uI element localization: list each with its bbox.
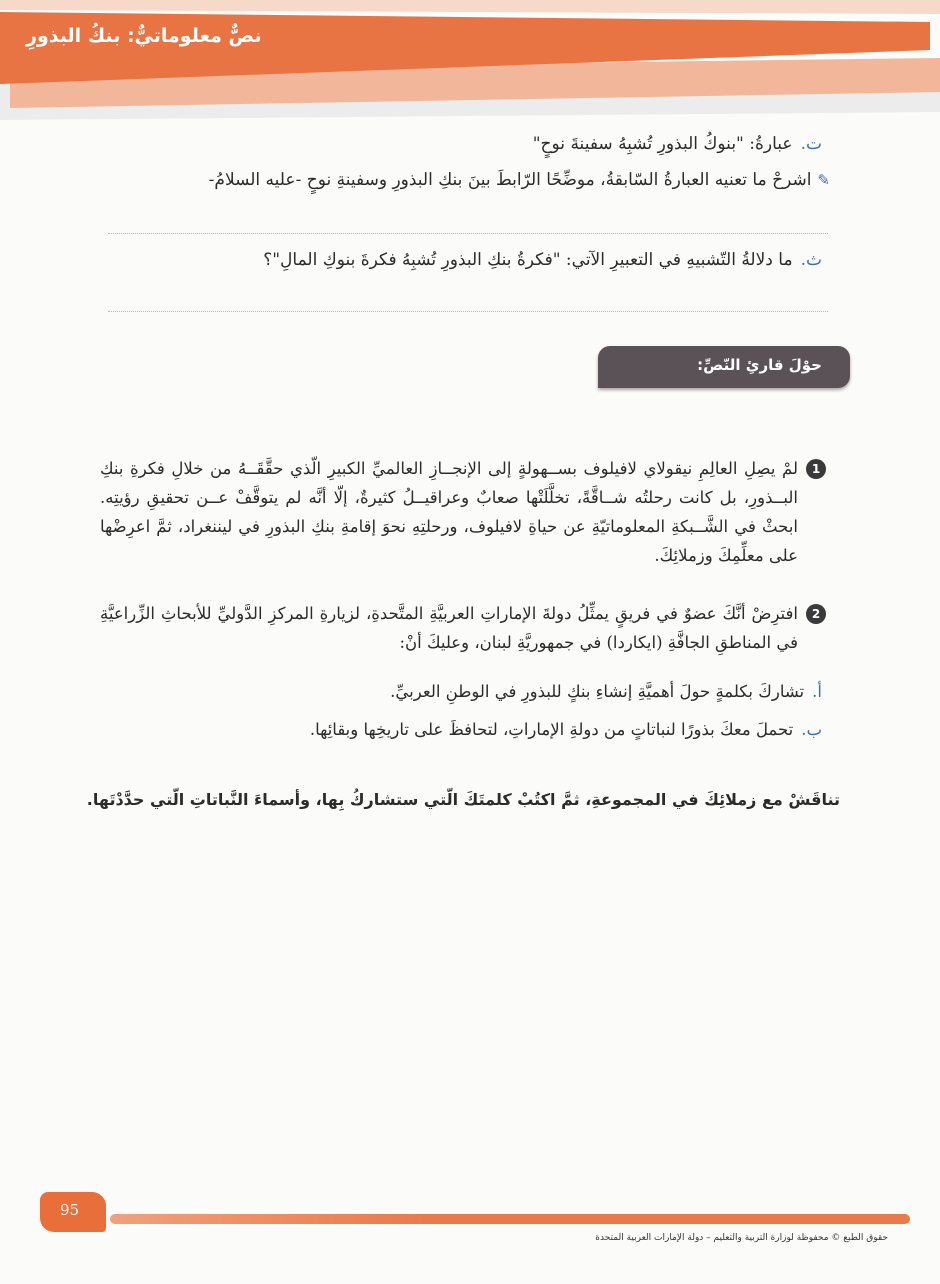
copyright-notice: حقوق الطبع © محفوظة لوزارة التربية والتعليم – دولة الإمارات العربية المتحدة bbox=[595, 1233, 888, 1243]
question-tha bbox=[263, 250, 822, 270]
item-two-sub-a-text: تشاركَ بكلمةٍ حولَ أهميَّةِ إنشاءِ بنكٍ للبذورِ في الوطنِ العربيِّ. bbox=[390, 682, 805, 701]
question-ta-instruction-text: اشرحْ ما تعنيه العبارةُ السّابقةُ، موضِّحًا الرّابطَ بينَ بنكِ البذورِ وسفينةِ نوحٍ -عليه السلامُ- bbox=[208, 170, 812, 190]
section-title: حوْلَ قارئِ النّصِّ: bbox=[697, 356, 822, 374]
question-ta bbox=[533, 134, 822, 154]
item-two-text: افترِضْ أنَّكَ عضوٌ في فريقٍ يمثِّلُ دولةَ الإماراتِ العربيَّةِ المتَّحدةِ، لزيارةِ المركزِ الدَّوليِّ للأبحاثِ الزِّراعيَّةِ في المناطقِ الجافَّةِ (ايكاردا) في جمهوريَّةِ لبنان، وعليكَ أنْ: bbox=[100, 604, 798, 652]
page-title: نصٌّ معلوماتيٌّ: بنكُ البذورِ bbox=[26, 25, 262, 47]
answer-line bbox=[108, 311, 828, 312]
item-two-sub-a bbox=[390, 682, 822, 701]
page-number: 95 bbox=[60, 1201, 80, 1219]
header-band bbox=[0, 0, 940, 120]
question-ta-instruction bbox=[209, 170, 830, 190]
footer-bar bbox=[110, 1214, 910, 1224]
item-two-sub-b-text: تحملَ معكَ بذورًا لنباتاتٍ من دولةِ الإماراتِ، لتحافظَ على تاريخِها وبقائِها. bbox=[309, 720, 794, 739]
item-one-text: لمْ يصِلِ العالِمِ نيقولاي لافيلوف بســهولةٍ إلى الإنجــازِ العالميِّ الكبيرِ الّذي حقَّقَــهُ من خلالِ فكرةِ بنكِ البــذورِ، بل كانت رحلتُه شــاقَّةً، تخلَّلَتْها صعابٌ وعراقيــلُ كثيرةٌ، إلّا أنَّه لم يتوقَّفْ عــن تحقيقِ رؤيتِه. ابحثْ في الشَّــبكةِ المعلوماتيّةِ عن حياةِ لافيلوف، ورحلتِهِ نحوَ إقامةِ بنكِ البذورِ في ليننغراد، ثمَّ اعرِضْها على معلِّمِكَ وزملائِكَ. bbox=[100, 459, 798, 565]
answer-line bbox=[108, 233, 828, 234]
pencil-hand-icon: ✎ bbox=[817, 171, 830, 189]
header-decoration bbox=[0, 0, 940, 120]
item-number-badge: 1 bbox=[806, 459, 826, 479]
discussion-instruction: تناقَشْ مع زملائِكَ في المجموعةِ، ثمَّ اكتُبْ كلمتَكَ الّتي ستشاركُ بِها، وأسماءَ النَّباتاتِ الّتي حدَّدْتَها. bbox=[86, 790, 840, 809]
question-tha-text: ما دلالةُ التّشبيهِ في التعبيرِ الآتي: "فكرةُ بنكِ البذورِ تُشبِهُ فكرةَ بنوكِ المالِ"؟ bbox=[263, 250, 793, 270]
item-number-badge: 2 bbox=[806, 604, 826, 624]
question-ta-text: عبارةُ: "بنوكُ البذورِ تُشبِهُ سفينةَ نوحٍ" bbox=[532, 134, 793, 154]
item-two-sub-b-letter: ب. bbox=[801, 720, 822, 739]
question-ta-letter: ت. bbox=[800, 134, 822, 154]
question-tha-letter: ث. bbox=[800, 250, 822, 270]
item-two-sub-b bbox=[310, 720, 822, 739]
item-two-sub-a-letter: أ. bbox=[812, 682, 822, 701]
section-banner bbox=[598, 346, 850, 388]
